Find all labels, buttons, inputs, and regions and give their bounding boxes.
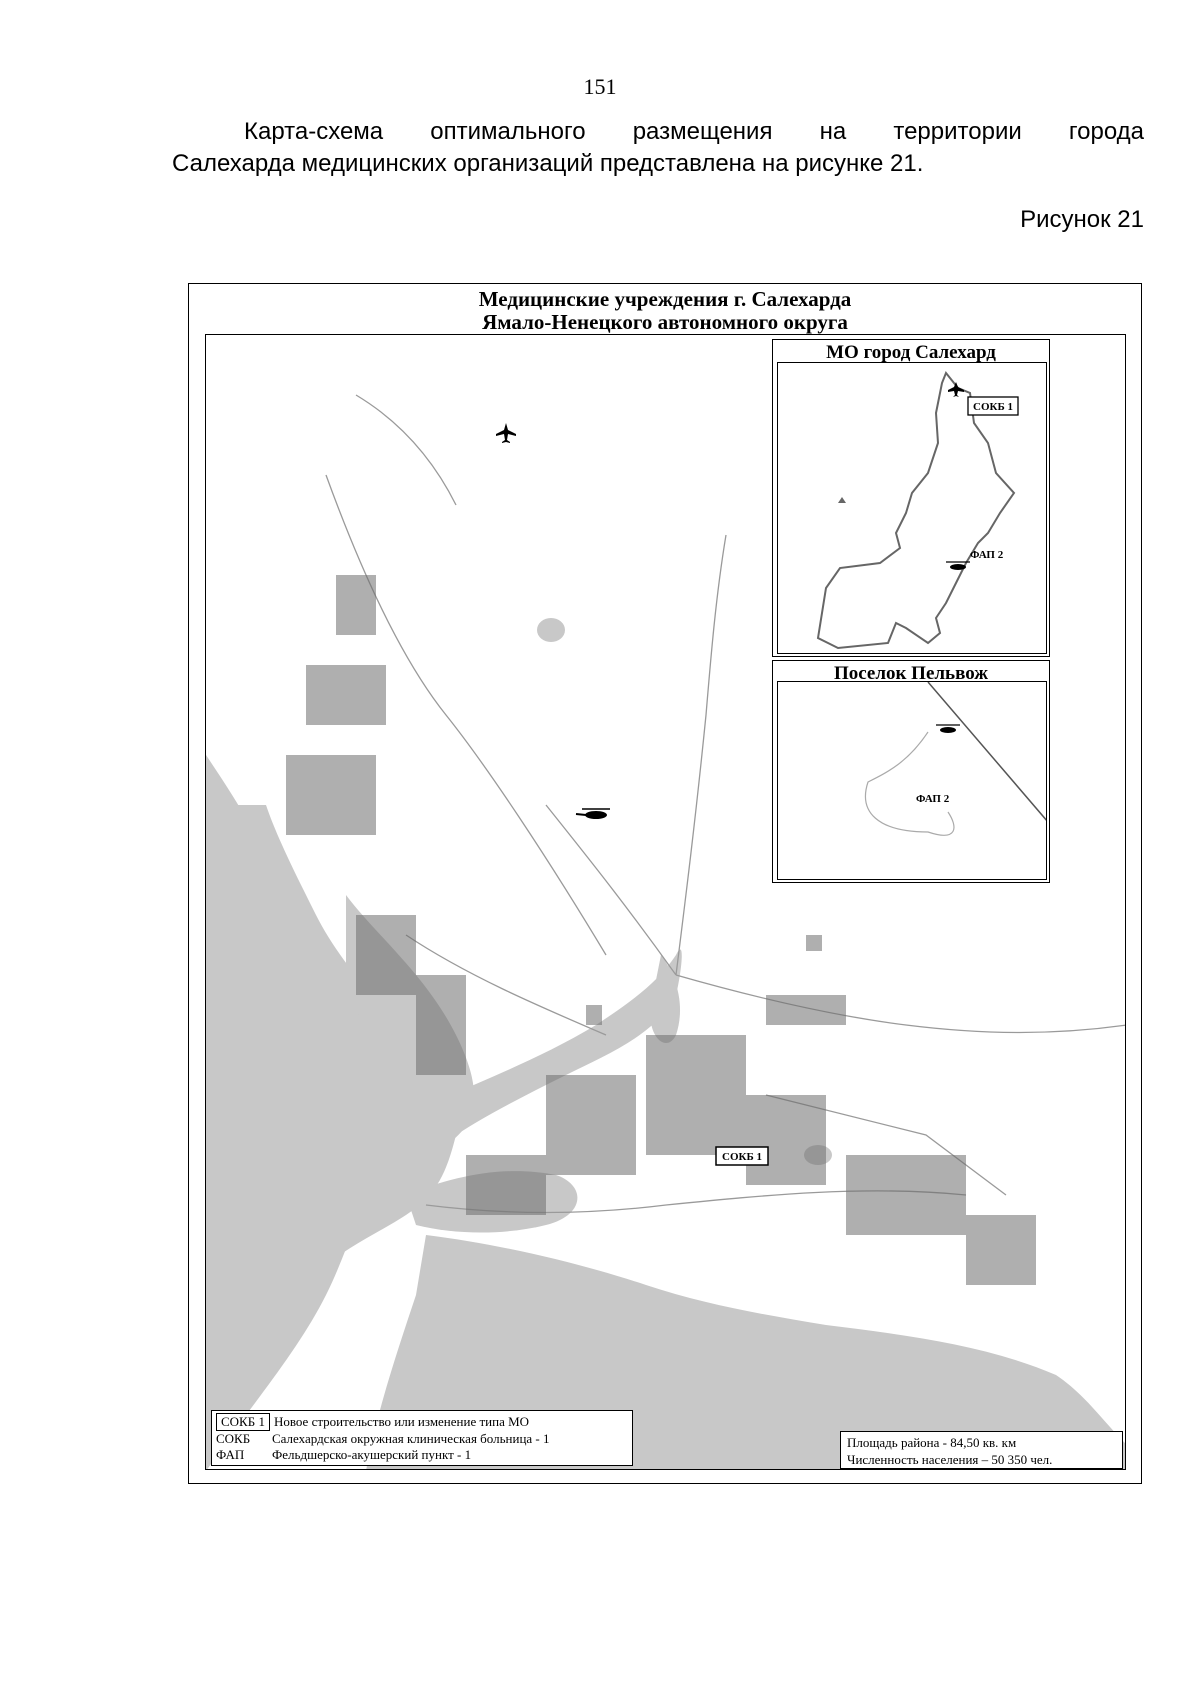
inset-pelvozh-map <box>777 681 1047 880</box>
legend-text-fap: Фельдшерско-акушерский пункт - 1 <box>272 1447 472 1462</box>
road-airport <box>676 535 726 975</box>
paragraph-line-2: Салехарда медицинских организаций представлена на рисунке 21. <box>172 150 924 177</box>
block-9 <box>466 1155 546 1215</box>
inset-pelvozh-title: Поселок Пельвож <box>833 663 989 684</box>
map-title-line-1: Медицинские учреждения г. Салехарда <box>478 287 852 311</box>
map-title <box>189 288 1141 334</box>
map-legend <box>211 1410 633 1466</box>
stats-area: Площадь района - 84,50 кв. км <box>847 1435 1017 1450</box>
inset-municipal <box>772 339 1050 657</box>
hospital-marker-label: СОКБ 1 <box>722 1151 762 1163</box>
block-6 <box>546 1075 636 1175</box>
helicopter-icon <box>576 809 610 819</box>
hospital-marker <box>716 1147 768 1165</box>
block-7 <box>646 1035 746 1155</box>
road-east <box>676 975 1126 1033</box>
airplane-icon <box>496 423 516 443</box>
inset-hospital-label: СОКБ 1 <box>973 401 1013 413</box>
legend-key-fap: ФАП <box>216 1447 245 1462</box>
legend-row-fap <box>216 1447 471 1463</box>
pelvozh-fap-label: ФАП 2 <box>916 793 950 805</box>
block-12 <box>766 995 846 1025</box>
map-figure <box>188 283 1142 1484</box>
pelvozh-drawing <box>778 682 1047 880</box>
intro-paragraph <box>172 116 1144 180</box>
block-8 <box>746 1095 826 1185</box>
city-map <box>205 334 1126 1470</box>
legend-text-sokb: Салехардская окружная клиническая больница - 1 <box>272 1431 550 1446</box>
helicopter-icon <box>936 725 960 733</box>
airplane-icon <box>948 382 964 397</box>
legend-row-sokb <box>216 1431 550 1447</box>
block-11 <box>966 1215 1036 1285</box>
map-title-line-2: Ямало-Ненецкого автономного округа <box>482 310 848 334</box>
map-stats <box>840 1431 1123 1469</box>
block-2 <box>306 665 386 725</box>
inset-municipal-title: МО город Салехард <box>826 342 996 363</box>
block-5 <box>416 975 466 1075</box>
page-number: 151 <box>583 74 617 99</box>
road-nw <box>356 395 456 505</box>
block-14 <box>806 935 822 951</box>
paragraph-line-1: Карта-схема оптимального размещения на территории города <box>244 118 1144 145</box>
inset-municipal-map <box>777 362 1047 654</box>
lake-north <box>537 618 565 642</box>
block-3 <box>286 755 376 835</box>
legend-row-new <box>216 1413 529 1431</box>
block-13 <box>586 1005 602 1025</box>
inset-pelvozh <box>772 660 1050 883</box>
figure-label: Рисунок 21 <box>1020 206 1144 233</box>
pelvozh-settlement <box>866 732 954 835</box>
stats-population: Численность населения – 50 350 чел. <box>847 1452 1053 1467</box>
legend-text-new: Новое строительство или изменение типа МО <box>273 1414 530 1429</box>
block-4 <box>356 915 416 995</box>
municipal-boundary-drawing <box>778 363 1047 654</box>
inset-fap-label: ФАП 2 <box>970 549 1004 561</box>
triangle-marker <box>838 497 846 503</box>
block-10 <box>846 1155 966 1235</box>
legend-key-new: СОКБ 1 <box>216 1413 270 1431</box>
legend-key-sokb: СОКБ <box>216 1431 251 1446</box>
block-1 <box>336 575 376 635</box>
